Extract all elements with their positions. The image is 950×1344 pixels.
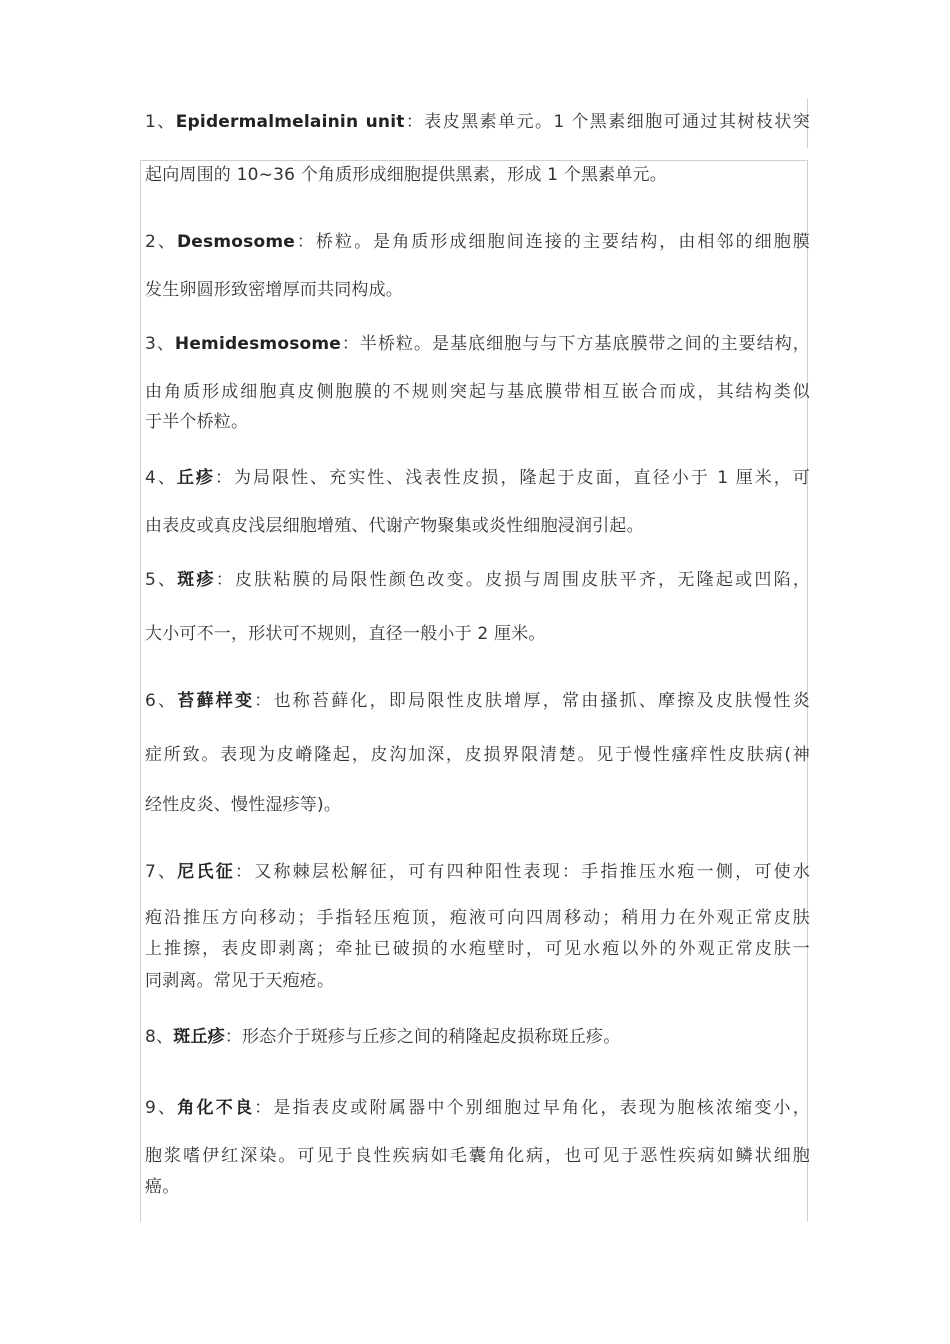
entry-9-line-1: 9、角化不良：是指表皮或附属器中个别细胞过早角化，表现为胞核浓缩变小，	[145, 1098, 810, 1118]
entry-7-line-4: 同剥离。常见于天疱疮。	[145, 971, 335, 991]
entry-6-line-1: 6、苔藓样变：也称苔藓化，即局限性皮肤增厚，常由搔抓、摩擦及皮肤慢性炎	[145, 691, 810, 711]
entry-3-line-3: 于半个桥粒。	[145, 412, 249, 432]
entry-6-line-3: 经性皮炎、慢性湿疹等)。	[145, 795, 342, 815]
entry-4-term: 丘疹	[176, 468, 215, 488]
entry-2-line-1: 2、Desmosome：桥粒。是角质形成细胞间连接的主要结构，由相邻的细胞膜	[145, 232, 810, 252]
entry-7-line-3: 上推擦，表皮即剥离；牵扯已破损的水疱壁时，可见水疱以外的外观正常皮肤一	[145, 939, 810, 959]
entry-1-line-2: 起向周围的 10~36 个角质形成细胞提供黑素，形成 1 个黑素单元。	[145, 165, 667, 185]
entry-7-line-1: 7、尼氏征：又称棘层松解征，可有四种阳性表现：手指推压水疱一侧，可使水	[145, 862, 810, 882]
entry-5-line-2: 大小可不一，形状可不规则，直径一般小于 2 厘米。	[145, 624, 546, 644]
entry-8-line-1: 8、斑丘疹：形态介于斑疹与丘疹之间的稍隆起皮损称斑丘疹。	[145, 1027, 621, 1047]
entry-1-line-1: 1、Epidermalmelainin unit：表皮黑素单元。1 个黑素细胞可通过其树枝状突	[145, 112, 810, 132]
entry-7-term: 尼氏征	[177, 862, 236, 882]
entry-8-term: 斑丘疹	[173, 1027, 225, 1047]
entry-4-line-2: 由表皮或真皮浅层细胞增殖、代谢产物聚集或炎性细胞浸润引起。	[145, 516, 644, 536]
entry-9-term: 角化不良	[177, 1098, 255, 1118]
entry-9-line-3: 癌。	[145, 1177, 180, 1197]
entry-5-term: 斑疹	[177, 570, 216, 590]
entry-4-line-1: 4、丘疹：为局限性、充实性、浅表性皮损，隆起于皮面，直径小于 1 厘米，可	[145, 468, 810, 488]
entry-9-line-2: 胞浆嗜伊红深染。可见于良性疾病如毛囊角化病，也可见于恶性疾病如鳞状细胞	[145, 1146, 810, 1166]
entry-6-line-2: 症所致。表现为皮嵴隆起，皮沟加深，皮损界限清楚。见于慢性瘙痒性皮肤病(神	[145, 745, 810, 765]
entry-6-term: 苔藓样变	[177, 691, 255, 711]
entry-1-term: Epidermalmelainin unit	[175, 112, 405, 132]
entry-5-line-1: 5、斑疹：皮肤粘膜的局限性颜色改变。皮损与周围皮肤平齐，无隆起或凹陷，	[145, 570, 810, 590]
entry-3-line-2: 由角质形成细胞真皮侧胞膜的不规则突起与基底膜带相互嵌合而成，其结构类似	[145, 382, 810, 402]
entry-7-line-2: 疱沿推压方向移动；手指轻压疱顶，疱液可向四周移动；稍用力在外观正常皮肤	[145, 908, 810, 928]
entry-2-line-2: 发生卵圆形致密增厚而共同构成。	[145, 280, 403, 300]
entry-3-line-1: 3、Hemidesmosome：半桥粒。是基底细胞与与下方基底膜带之间的主要结构，	[145, 334, 810, 354]
entry-3-term: Hemidesmosome	[174, 334, 342, 354]
entry-2-term: Desmosome	[176, 232, 295, 252]
